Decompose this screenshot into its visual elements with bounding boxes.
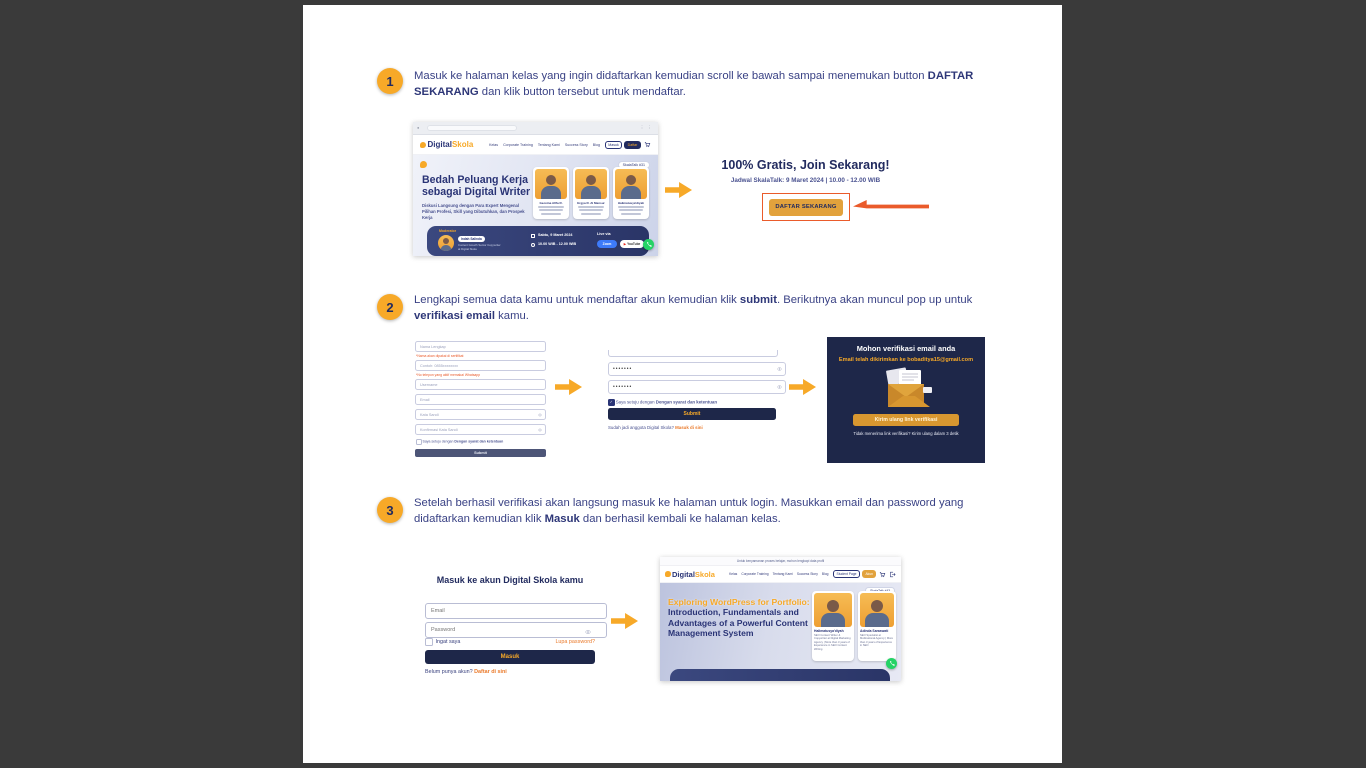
logo-text-skola: Skola (694, 569, 715, 579)
terms-link[interactable]: Dengan syarat dan ketentuan (655, 399, 718, 405)
speaker-photo (535, 169, 567, 199)
step-2-text-c: kamu. (495, 310, 529, 323)
register-hint-row (425, 669, 507, 675)
username-field[interactable] (415, 379, 546, 390)
skalatalk-badge: SkalaTalk #31 (618, 161, 650, 169)
nav-item-corporate-training[interactable]: Corporate Training (741, 572, 769, 576)
masuk-di-sini-link[interactable]: Masuk di sini (675, 425, 703, 430)
terms-text: Saya setuju dengan (615, 399, 656, 405)
cart-icon[interactable] (644, 141, 651, 148)
nav-item-blog[interactable]: Blog (821, 572, 829, 576)
document-page (303, 5, 1062, 763)
confirm-password-field-filled[interactable] (608, 380, 786, 394)
cart-icon[interactable] (879, 571, 886, 578)
speaker-desc: SEO Content Writer & Copywriter at Digital Marketing Agency | More than 3 years of Experience in SEO Content Writing (814, 634, 851, 651)
logout-icon[interactable] (889, 571, 896, 578)
nama-lengkap-field[interactable] (415, 341, 546, 352)
step-2-badge (377, 294, 403, 320)
site-navbar (660, 566, 901, 583)
account-button[interactable]: Akun (862, 570, 876, 578)
eye-icon[interactable] (777, 367, 782, 372)
moderator-name: Indah Salinda (458, 236, 485, 242)
flow-arrow-icon (555, 379, 582, 395)
calendar-icon (531, 234, 535, 238)
speaker-photo (615, 169, 647, 199)
info-bar-partial (670, 669, 890, 681)
login-email-wrap (425, 599, 595, 619)
browser-tab-icon: ● (417, 125, 421, 130)
site-navbar (413, 135, 658, 155)
password-field-filled[interactable] (608, 362, 786, 376)
clipped-field (608, 350, 778, 357)
hero-section (413, 155, 658, 256)
step-3-badge (377, 497, 403, 523)
resend-countdown-text: Tidak menerima link verifikasi? Kirim ulang dalam 3 detik (853, 431, 959, 436)
nav-item-kelas[interactable]: Kelas (729, 572, 738, 576)
profile-banner: Untuk kenyamanan proses belajar, mohon lengkapi data profil (660, 557, 901, 566)
step-2-text-bold-a: submit (739, 294, 777, 306)
speaker-desc: SEO Specialist at Multinational Agency | More than 3 years of Experience in SEO (860, 634, 893, 648)
eye-icon[interactable] (777, 385, 782, 390)
logo-text-digital: Digital (427, 140, 452, 149)
step-1-text-bold: DAFTAR SEKARANG (414, 70, 974, 99)
register-form (415, 341, 546, 461)
nav-item-corporate-training[interactable]: Corporate Training (503, 142, 533, 147)
speaker-card (812, 591, 854, 661)
flow-arrow-icon (665, 182, 692, 198)
speaker-photo (860, 593, 894, 627)
login-hint-text: Sudah jadi anggota Digital Skola? (608, 425, 676, 430)
step-1-text-b: dan klik button tersebut untuk mendaftar. (478, 86, 686, 99)
event-date: Sabtu, 9 Maret 2024 (538, 233, 573, 237)
password-dots: ••••••• (613, 384, 633, 390)
login-options-row (425, 638, 595, 646)
terms-row-checked (608, 399, 717, 406)
hero-title (668, 597, 810, 638)
nav-item-kelas[interactable]: Kelas (489, 142, 499, 147)
register-hint-text: Belum punya akun? (425, 669, 475, 675)
eye-icon[interactable] (538, 413, 542, 417)
highlight-box (762, 193, 850, 221)
login-form (425, 563, 595, 679)
nav-item-success-story[interactable]: Success Story (564, 142, 588, 147)
konfirmasi-kata-sandi-field[interactable] (415, 424, 546, 435)
step-3-instruction (414, 495, 1010, 527)
daftar-button[interactable]: Daftar (624, 141, 641, 149)
phone-field[interactable] (415, 360, 546, 371)
login-password-wrap (425, 618, 595, 638)
screenshot-class-page (413, 122, 658, 256)
step-2-text-b: . Berikutnya akan muncul pop up untuk (776, 294, 973, 306)
step-2-number: 2 (386, 299, 394, 315)
email-field-mini[interactable] (415, 394, 546, 405)
nama-hint: *Nama akan dipakai di sertifikat (416, 354, 464, 358)
pointer-arrow-icon (853, 200, 929, 213)
student-page-button[interactable]: Student Page (833, 570, 861, 578)
step-3-text-b: dan berhasil kembali ke halaman kelas. (579, 513, 781, 526)
hero-section (660, 583, 901, 681)
hero-title: Bedah Peluang Kerja sebagai Digital Writer (422, 174, 531, 198)
logo-icon (665, 571, 671, 577)
masuk-button[interactable]: Masuk (605, 141, 622, 149)
nama-lengkap-placeholder: Nama Lengkap (420, 344, 446, 349)
speaker-name: Halimatusya'diyah (617, 200, 645, 205)
speaker-card (573, 167, 609, 219)
nav-item-tentang-kami[interactable]: Tentang Kami (772, 572, 793, 576)
hero-logo-mark (420, 161, 427, 168)
zoom-pill: Zoom (597, 240, 617, 248)
whatsapp-icon[interactable] (643, 239, 654, 250)
email-field[interactable] (425, 603, 607, 619)
logo-text-digital: Digital (672, 569, 695, 579)
username-placeholder: Username (420, 382, 438, 387)
resend-verification-button[interactable]: Kirim ulang link verifikasi (853, 414, 959, 426)
join-title: 100% Gratis, Join Sekarang! (721, 158, 890, 172)
youtube-pill: ▶ YouTube (620, 240, 644, 248)
step-3-text-a: Setelah berhasil verifikasi akan langsung masuk ke halaman untuk login. Masukkan email dan password yang didaftarkan kemudian klik (414, 497, 964, 526)
login-hint-row (608, 425, 703, 430)
browser-address-bar[interactable] (427, 125, 517, 131)
browser-chrome (413, 122, 658, 135)
step-1-badge (377, 68, 403, 94)
event-time: 10.00 WIB - 12.00 WIB (538, 242, 577, 246)
moderator-bar (427, 226, 649, 256)
eye-icon[interactable] (538, 428, 542, 432)
moderator-avatar (438, 235, 454, 251)
speaker-name: Geovina Afifa R. (539, 200, 563, 205)
login-title: Masuk ke akun Digital Skola kamu (436, 575, 584, 585)
flow-arrow-icon (611, 613, 638, 629)
speaker-card (858, 591, 896, 661)
speaker-name: Halimatusya'diyah (814, 629, 844, 633)
popup-title: Mohon verifikasi email anda (856, 344, 956, 353)
digitalskola-logo[interactable] (420, 140, 473, 149)
moderator-role: Content Growth Senior Copywriter at Digital Skola (458, 243, 501, 251)
step-3-number: 3 (386, 502, 394, 518)
kata-sandi-field[interactable] (415, 409, 546, 420)
logo-text-skola: Skola (451, 140, 474, 149)
phone-placeholder: Contoh: 0855xxxxxxxx (420, 363, 458, 368)
konfirmasi-placeholder: Konfirmasi Kata Sandi (420, 427, 458, 432)
step-3-text-bold: Masuk (544, 513, 580, 526)
submit-button-disabled[interactable]: Submit (415, 449, 546, 458)
clock-icon (531, 243, 535, 247)
flow-arrow-icon (789, 379, 816, 395)
daftar-sekarang-button[interactable]: DAFTAR SEKARANG (769, 199, 843, 216)
live-via-label: Live via (597, 232, 611, 236)
step-1-number: 1 (386, 73, 394, 89)
terms-text: Saya setuju dengan (422, 439, 455, 444)
whatsapp-icon[interactable] (886, 658, 897, 669)
speaker-card (533, 167, 569, 219)
nav-links (489, 143, 600, 147)
step-2-instruction (414, 292, 1010, 324)
step-2-text-a: Lengkapi semua data kamu untuk mendaftar akun kemudian klik (414, 294, 740, 306)
remember-label: Ingat saya (435, 638, 461, 645)
step-2-text-bold-b: verifikasi email (414, 310, 496, 323)
daftar-di-sini-link[interactable]: Daftar di sini (474, 669, 507, 675)
masuk-submit-button[interactable]: Masuk (425, 650, 595, 664)
speaker-name: Adinda Saraswati (860, 629, 889, 633)
forgot-password-link[interactable]: Lupa password? (555, 638, 595, 645)
step-1-text-a: Masuk ke halaman kelas yang ingin didaftarkan kemudian scroll ke bawah sampai menemukan button (414, 70, 928, 82)
speaker-photo (575, 169, 607, 199)
nav-links (729, 572, 828, 576)
hero-title-orange: Exploring WordPress for Portfolio: (668, 597, 810, 607)
terms-checkbox-checked[interactable]: ✓ (609, 400, 613, 405)
terms-checkbox[interactable] (416, 439, 422, 445)
hero-subtitle: Diskusi Langsung dengan Para Expert Mengenal Pilihan Profesi, Skill yang Dibutuhkan, dan Prospek Kerja (422, 203, 525, 220)
email-verification-popup (827, 337, 985, 463)
digitalskola-logo[interactable] (665, 570, 715, 579)
youtube-label: YouTube (627, 242, 641, 246)
terms-row (416, 439, 546, 445)
popup-subtitle: Email telah dikirimkan ke bobaditya15@gmail.com (838, 357, 974, 363)
phone-hint: *No telepon yang aktif memakai Whatsapp (416, 373, 481, 377)
speaker-name: Ergya R. Al Mansur (577, 200, 605, 205)
email-placeholder: Email (420, 397, 430, 402)
kata-sandi-placeholder: Kata Sandi (420, 412, 439, 417)
password-dots: ••••••• (613, 366, 633, 372)
screenshot-logged-in-page (660, 557, 901, 681)
submit-button[interactable]: Submit (608, 408, 776, 420)
register-form-filled (608, 350, 776, 446)
speaker-photo (814, 593, 852, 627)
join-schedule: Jadwal SkalaTalk: 9 Maret 2024 | 10.00 - 12.00 WIB (730, 177, 881, 184)
nav-item-success-story[interactable]: Success Story (796, 572, 818, 576)
browser-menu-icon[interactable]: ⋮ ⋮ (639, 125, 653, 130)
remember-checkbox[interactable] (425, 638, 433, 646)
hero-title-navy: Introduction, Fundamentals and Advantages of a Powerful Content Management System (668, 607, 808, 638)
envelope-icon (827, 367, 985, 409)
speaker-card (613, 167, 649, 219)
logo-icon (420, 142, 426, 148)
nav-item-blog[interactable]: Blog (592, 142, 600, 147)
password-field[interactable] (425, 622, 607, 638)
nav-item-tentang-kami[interactable]: Tentang Kami (537, 142, 560, 147)
moderator-label: Moderator (439, 229, 457, 233)
terms-link[interactable]: Dengan syarat dan ketentuan (454, 439, 504, 444)
step-1-instruction (414, 68, 1010, 100)
